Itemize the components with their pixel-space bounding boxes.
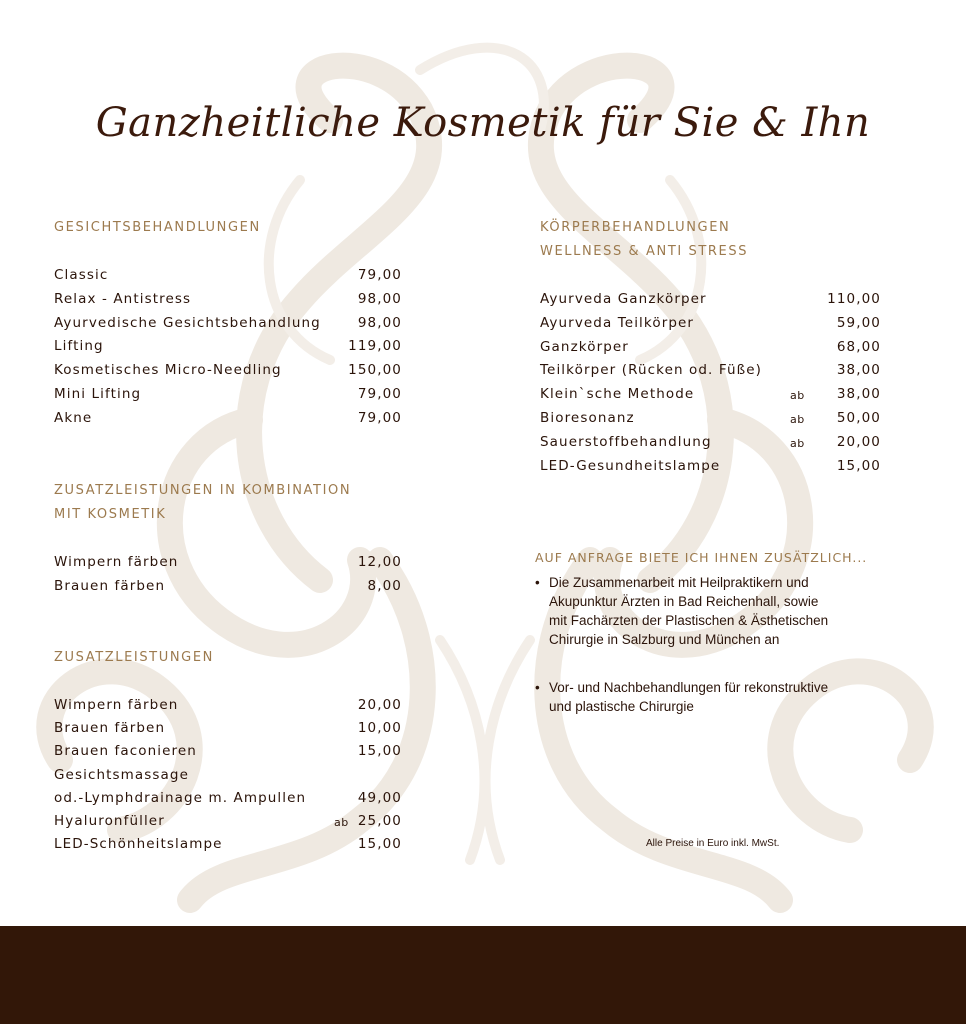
item-price: 38,00 <box>836 362 881 379</box>
price-prefix: ab <box>334 816 349 829</box>
bullet-item-1 <box>535 573 828 649</box>
item-name: od.-Lymphdrainage m. Ampullen <box>54 789 307 806</box>
item-price: 15,00 <box>357 836 402 853</box>
item-name: Hyaluronfüller <box>54 813 165 829</box>
section-heading-koerper-2: WELLNESS & ANTI STRESS <box>540 244 749 259</box>
item-name: Brauen färben <box>54 577 166 594</box>
section-heading-zusatz: ZUSATZLEISTUNGEN <box>54 650 214 665</box>
item-price: 59,00 <box>836 314 881 331</box>
bullet-line: mit Fachärzten der Plastischen & Ästhetischen <box>549 613 829 628</box>
item-price: 79,00 <box>357 409 402 426</box>
item-price: 15,00 <box>836 457 881 474</box>
bullet-line: Chirurgie in Salzburg und München an <box>549 632 780 647</box>
section-heading-anfrage: AUF ANFRAGE BIETE ICH IHNEN ZUSÄTZLICH... <box>535 550 868 565</box>
item-name: Mini Lifting <box>54 386 142 402</box>
item-name: Wimpern färben <box>54 697 179 713</box>
page-title: Ganzheitliche Kosmetik für Sie & Ihn <box>95 100 871 146</box>
bullet-icon: • <box>535 575 540 590</box>
item-name: Lifting <box>54 338 104 355</box>
item-price: 50,00 <box>836 410 881 426</box>
section-heading-koerper-1: KÖRPERBEHANDLUNGEN <box>540 220 731 235</box>
item-price: 110,00 <box>827 291 881 307</box>
bullet-line: Akupunktur Ärzten in Bad Reichenhall, sowie <box>549 594 819 609</box>
item-price: 12,00 <box>357 554 402 570</box>
price-prefix: ab <box>790 413 805 426</box>
item-name: LED-Schönheitslampe <box>54 836 223 853</box>
footer-bar <box>0 926 966 1024</box>
bullet-line: Vor- und Nachbehandlungen für rekonstruktive <box>549 680 829 695</box>
bullet-line: und plastische Chirurgie <box>549 699 694 714</box>
item-price: 119,00 <box>348 338 402 355</box>
item-name: Klein`sche Methode <box>540 386 695 403</box>
item-price: 79,00 <box>357 386 402 402</box>
item-name: Bioresonanz <box>540 410 635 426</box>
item-name: Brauen färben <box>54 720 166 737</box>
item-name: Relax - Antistress <box>54 290 192 307</box>
item-price: 79,00 <box>357 267 402 283</box>
item-price: 15,00 <box>357 743 402 760</box>
bullet-line: Die Zusammenarbeit mit Heilpraktikern und <box>549 575 809 590</box>
item-price: 20,00 <box>836 433 881 450</box>
item-price: 98,00 <box>357 290 402 307</box>
price-prefix: ab <box>790 389 805 403</box>
item-name: Sauerstoffbehandlung <box>540 433 712 450</box>
item-name: Teilkörper (Rücken od. Füße) <box>540 362 763 379</box>
section-heading-gesicht: GESICHTSBEHANDLUNGEN <box>54 220 261 235</box>
item-name: Kosmetisches Micro-Needling <box>54 362 282 379</box>
item-price: 10,00 <box>357 720 402 737</box>
item-price: 20,00 <box>357 697 402 713</box>
section-heading-kombi-2: MIT KOSMETIK <box>54 507 167 522</box>
item-name: Ayurveda Teilkörper <box>540 314 695 331</box>
item-name: Ganzkörper <box>540 338 629 355</box>
price-note: Alle Preise in Euro inkl. MwSt. <box>646 838 780 849</box>
item-name: LED-Gesundheitslampe <box>540 457 721 474</box>
bullet-item-2 <box>535 678 828 716</box>
item-name: Gesichtsmassage <box>54 766 189 783</box>
item-price: 25,00 <box>357 813 402 829</box>
section-heading-kombi-1: ZUSATZLEISTUNGEN IN KOMBINATION <box>54 483 352 498</box>
item-price: 38,00 <box>836 386 881 403</box>
item-price: 98,00 <box>357 314 402 331</box>
item-name: Wimpern färben <box>54 554 179 570</box>
item-name: Ayurveda Ganzkörper <box>540 291 707 307</box>
item-name: Akne <box>54 409 93 426</box>
item-price: 150,00 <box>348 362 402 379</box>
item-name: Ayurvedische Gesichtsbehandlung <box>54 314 321 331</box>
item-price: 49,00 <box>357 789 402 806</box>
item-price: 8,00 <box>367 577 402 594</box>
bullet-icon: • <box>535 680 540 695</box>
price-prefix: ab <box>790 436 805 450</box>
item-name: Classic <box>54 267 109 283</box>
item-name: Brauen faconieren <box>54 743 197 760</box>
item-price: 68,00 <box>836 338 881 355</box>
